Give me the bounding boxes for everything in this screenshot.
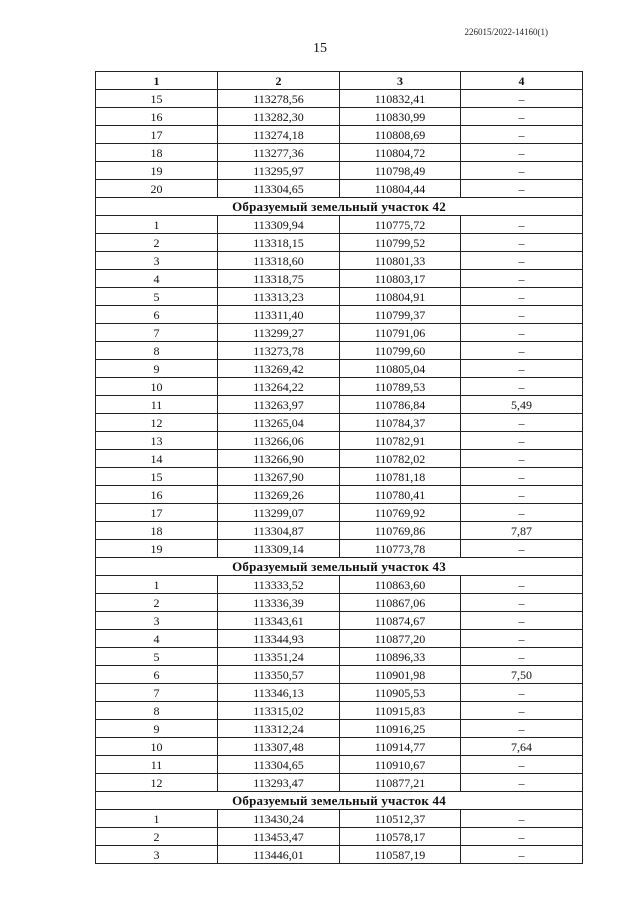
table-row: [96, 270, 583, 288]
accuracy-cell: –: [461, 630, 583, 648]
x-coordinate-cell: 113266,90: [218, 450, 340, 468]
point-number-cell: 3: [96, 846, 218, 864]
x-coordinate-cell: 113350,57: [218, 666, 340, 684]
y-coordinate-cell: 110830,99: [340, 108, 461, 126]
point-number-cell: 3: [96, 612, 218, 630]
y-coordinate-cell: 110791,06: [340, 324, 461, 342]
table-row: [96, 810, 583, 828]
accuracy-cell: –: [461, 684, 583, 702]
point-number-cell: 11: [96, 756, 218, 774]
x-coordinate-cell: 113265,04: [218, 414, 340, 432]
table-row: [96, 396, 583, 414]
y-coordinate-cell: 110780,41: [340, 486, 461, 504]
y-coordinate-cell: 110769,86: [340, 522, 461, 540]
point-number-cell: 12: [96, 414, 218, 432]
table-row: [96, 234, 583, 252]
point-number-cell: 13: [96, 432, 218, 450]
x-coordinate-cell: 113333,52: [218, 576, 340, 594]
accuracy-cell: –: [461, 234, 583, 252]
x-coordinate-cell: 113299,07: [218, 504, 340, 522]
point-number-cell: 1: [96, 810, 218, 828]
x-coordinate-cell: 113273,78: [218, 342, 340, 360]
y-coordinate-cell: 110769,92: [340, 504, 461, 522]
accuracy-cell: –: [461, 810, 583, 828]
x-coordinate-cell: 113336,39: [218, 594, 340, 612]
header-cell-accuracy: 4: [461, 72, 583, 90]
point-number-cell: 16: [96, 486, 218, 504]
table-row: [96, 612, 583, 630]
table-row: [96, 414, 583, 432]
point-number-cell: 12: [96, 774, 218, 792]
point-number-cell: 3: [96, 252, 218, 270]
table-row: [96, 432, 583, 450]
accuracy-cell: –: [461, 594, 583, 612]
x-coordinate-cell: 113304,87: [218, 522, 340, 540]
y-coordinate-cell: 110781,18: [340, 468, 461, 486]
table-row: [96, 288, 583, 306]
point-number-cell: 14: [96, 450, 218, 468]
y-coordinate-cell: 110916,25: [340, 720, 461, 738]
table-row: [96, 126, 583, 144]
point-number-cell: 19: [96, 162, 218, 180]
y-coordinate-cell: 110867,06: [340, 594, 461, 612]
y-coordinate-cell: 110805,04: [340, 360, 461, 378]
table-row: [96, 306, 583, 324]
accuracy-cell: –: [461, 378, 583, 396]
point-number-cell: 15: [96, 90, 218, 108]
accuracy-cell: –: [461, 774, 583, 792]
y-coordinate-cell: 110512,37: [340, 810, 461, 828]
x-coordinate-cell: 113269,42: [218, 360, 340, 378]
point-number-cell: 18: [96, 144, 218, 162]
point-number-cell: 7: [96, 324, 218, 342]
table-row: [96, 90, 583, 108]
table-row: [96, 630, 583, 648]
x-coordinate-cell: 113293,47: [218, 774, 340, 792]
x-coordinate-cell: 113304,65: [218, 756, 340, 774]
accuracy-cell: –: [461, 450, 583, 468]
y-coordinate-cell: 110832,41: [340, 90, 461, 108]
y-coordinate-cell: 110804,91: [340, 288, 461, 306]
point-number-cell: 6: [96, 306, 218, 324]
y-coordinate-cell: 110782,91: [340, 432, 461, 450]
point-number-cell: 19: [96, 540, 218, 558]
section-title-row: [96, 792, 583, 810]
accuracy-cell: –: [461, 468, 583, 486]
y-coordinate-cell: 110803,17: [340, 270, 461, 288]
x-coordinate-cell: 113446,01: [218, 846, 340, 864]
y-coordinate-cell: 110808,69: [340, 126, 461, 144]
accuracy-cell: –: [461, 540, 583, 558]
x-coordinate-cell: 113295,97: [218, 162, 340, 180]
x-coordinate-cell: 113346,13: [218, 684, 340, 702]
y-coordinate-cell: 110784,37: [340, 414, 461, 432]
table-body: [96, 90, 583, 864]
accuracy-cell: 7,64: [461, 738, 583, 756]
accuracy-cell: –: [461, 576, 583, 594]
table-row: [96, 144, 583, 162]
y-coordinate-cell: 110914,77: [340, 738, 461, 756]
x-coordinate-cell: 113266,06: [218, 432, 340, 450]
x-coordinate-cell: 113309,14: [218, 540, 340, 558]
x-coordinate-cell: 113311,40: [218, 306, 340, 324]
y-coordinate-cell: 110799,37: [340, 306, 461, 324]
point-number-cell: 1: [96, 576, 218, 594]
table-row: [96, 108, 583, 126]
x-coordinate-cell: 113304,65: [218, 180, 340, 198]
y-coordinate-cell: 110874,67: [340, 612, 461, 630]
section-title: Образуемый земельный участок 43: [96, 558, 583, 576]
y-coordinate-cell: 110587,19: [340, 846, 461, 864]
accuracy-cell: –: [461, 414, 583, 432]
accuracy-cell: –: [461, 252, 583, 270]
y-coordinate-cell: 110773,78: [340, 540, 461, 558]
table-row: [96, 450, 583, 468]
accuracy-cell: –: [461, 360, 583, 378]
table-row: [96, 594, 583, 612]
point-number-cell: 4: [96, 270, 218, 288]
x-coordinate-cell: 113453,47: [218, 828, 340, 846]
accuracy-cell: –: [461, 306, 583, 324]
accuracy-cell: –: [461, 342, 583, 360]
y-coordinate-cell: 110799,52: [340, 234, 461, 252]
y-coordinate-cell: 110915,83: [340, 702, 461, 720]
x-coordinate-cell: 113264,22: [218, 378, 340, 396]
table-row: [96, 324, 583, 342]
point-number-cell: 5: [96, 648, 218, 666]
point-number-cell: 5: [96, 288, 218, 306]
accuracy-cell: 7,87: [461, 522, 583, 540]
x-coordinate-cell: 113282,30: [218, 108, 340, 126]
accuracy-cell: –: [461, 108, 583, 126]
table-row: [96, 180, 583, 198]
header-cell-point-number: 1: [96, 72, 218, 90]
accuracy-cell: –: [461, 162, 583, 180]
table-row: [96, 486, 583, 504]
accuracy-cell: 7,50: [461, 666, 583, 684]
point-number-cell: 2: [96, 594, 218, 612]
accuracy-cell: –: [461, 504, 583, 522]
table-row: [96, 252, 583, 270]
accuracy-cell: –: [461, 702, 583, 720]
section-title: Образуемый земельный участок 44: [96, 792, 583, 810]
accuracy-cell: –: [461, 180, 583, 198]
section-title-row: [96, 198, 583, 216]
x-coordinate-cell: 113313,23: [218, 288, 340, 306]
x-coordinate-cell: 113318,60: [218, 252, 340, 270]
point-number-cell: 8: [96, 342, 218, 360]
point-number-cell: 15: [96, 468, 218, 486]
y-coordinate-cell: 110804,44: [340, 180, 461, 198]
point-number-cell: 8: [96, 702, 218, 720]
coordinates-table: [95, 71, 583, 864]
table-row: [96, 774, 583, 792]
y-coordinate-cell: 110789,53: [340, 378, 461, 396]
x-coordinate-cell: 113274,18: [218, 126, 340, 144]
accuracy-cell: –: [461, 432, 583, 450]
x-coordinate-cell: 113278,56: [218, 90, 340, 108]
point-number-cell: 10: [96, 738, 218, 756]
accuracy-cell: –: [461, 756, 583, 774]
y-coordinate-cell: 110863,60: [340, 576, 461, 594]
document-registration-number: 226015/2022-14160(1): [464, 27, 548, 37]
table-row: [96, 738, 583, 756]
point-number-cell: 2: [96, 234, 218, 252]
y-coordinate-cell: 110877,20: [340, 630, 461, 648]
table-row: [96, 828, 583, 846]
point-number-cell: 4: [96, 630, 218, 648]
y-coordinate-cell: 110896,33: [340, 648, 461, 666]
table-row: [96, 846, 583, 864]
table-header-row: [96, 72, 583, 90]
x-coordinate-cell: 113430,24: [218, 810, 340, 828]
point-number-cell: 11: [96, 396, 218, 414]
y-coordinate-cell: 110775,72: [340, 216, 461, 234]
y-coordinate-cell: 110877,21: [340, 774, 461, 792]
point-number-cell: 6: [96, 666, 218, 684]
x-coordinate-cell: 113318,75: [218, 270, 340, 288]
point-number-cell: 2: [96, 828, 218, 846]
table-row: [96, 756, 583, 774]
y-coordinate-cell: 110905,53: [340, 684, 461, 702]
table-row: [96, 576, 583, 594]
y-coordinate-cell: 110782,02: [340, 450, 461, 468]
point-number-cell: 10: [96, 378, 218, 396]
y-coordinate-cell: 110578,17: [340, 828, 461, 846]
y-coordinate-cell: 110801,33: [340, 252, 461, 270]
section-title-row: [96, 558, 583, 576]
y-coordinate-cell: 110804,72: [340, 144, 461, 162]
table-row: [96, 540, 583, 558]
point-number-cell: 7: [96, 684, 218, 702]
accuracy-cell: –: [461, 126, 583, 144]
table-row: [96, 468, 583, 486]
table-row: [96, 684, 583, 702]
table-row: [96, 702, 583, 720]
point-number-cell: 9: [96, 360, 218, 378]
point-number-cell: 16: [96, 108, 218, 126]
x-coordinate-cell: 113343,61: [218, 612, 340, 630]
accuracy-cell: –: [461, 648, 583, 666]
x-coordinate-cell: 113307,48: [218, 738, 340, 756]
header-cell-y: 3: [340, 72, 461, 90]
point-number-cell: 17: [96, 126, 218, 144]
x-coordinate-cell: 113267,90: [218, 468, 340, 486]
accuracy-cell: –: [461, 324, 583, 342]
header-cell-x: 2: [218, 72, 340, 90]
y-coordinate-cell: 110799,60: [340, 342, 461, 360]
table-row: [96, 504, 583, 522]
accuracy-cell: –: [461, 90, 583, 108]
y-coordinate-cell: 110798,49: [340, 162, 461, 180]
table-row: [96, 648, 583, 666]
point-number-cell: 20: [96, 180, 218, 198]
table-row: [96, 666, 583, 684]
x-coordinate-cell: 113269,26: [218, 486, 340, 504]
accuracy-cell: –: [461, 486, 583, 504]
table-row: [96, 720, 583, 738]
y-coordinate-cell: 110910,67: [340, 756, 461, 774]
section-title: Образуемый земельный участок 42: [96, 198, 583, 216]
y-coordinate-cell: 110901,98: [340, 666, 461, 684]
accuracy-cell: –: [461, 216, 583, 234]
table-row: [96, 378, 583, 396]
x-coordinate-cell: 113263,97: [218, 396, 340, 414]
x-coordinate-cell: 113277,36: [218, 144, 340, 162]
accuracy-cell: –: [461, 270, 583, 288]
accuracy-cell: –: [461, 720, 583, 738]
accuracy-cell: –: [461, 288, 583, 306]
x-coordinate-cell: 113312,24: [218, 720, 340, 738]
accuracy-cell: –: [461, 144, 583, 162]
accuracy-cell: –: [461, 828, 583, 846]
x-coordinate-cell: 113351,24: [218, 648, 340, 666]
x-coordinate-cell: 113309,94: [218, 216, 340, 234]
point-number-cell: 1: [96, 216, 218, 234]
y-coordinate-cell: 110786,84: [340, 396, 461, 414]
point-number-cell: 17: [96, 504, 218, 522]
x-coordinate-cell: 113344,93: [218, 630, 340, 648]
accuracy-cell: –: [461, 846, 583, 864]
page-number: 15: [313, 41, 327, 56]
x-coordinate-cell: 113299,27: [218, 324, 340, 342]
point-number-cell: 18: [96, 522, 218, 540]
point-number-cell: 9: [96, 720, 218, 738]
x-coordinate-cell: 113315,02: [218, 702, 340, 720]
table-row: [96, 342, 583, 360]
table-row: [96, 360, 583, 378]
table-row: [96, 162, 583, 180]
table-row: [96, 216, 583, 234]
table-row: [96, 522, 583, 540]
accuracy-cell: 5,49: [461, 396, 583, 414]
x-coordinate-cell: 113318,15: [218, 234, 340, 252]
accuracy-cell: –: [461, 612, 583, 630]
